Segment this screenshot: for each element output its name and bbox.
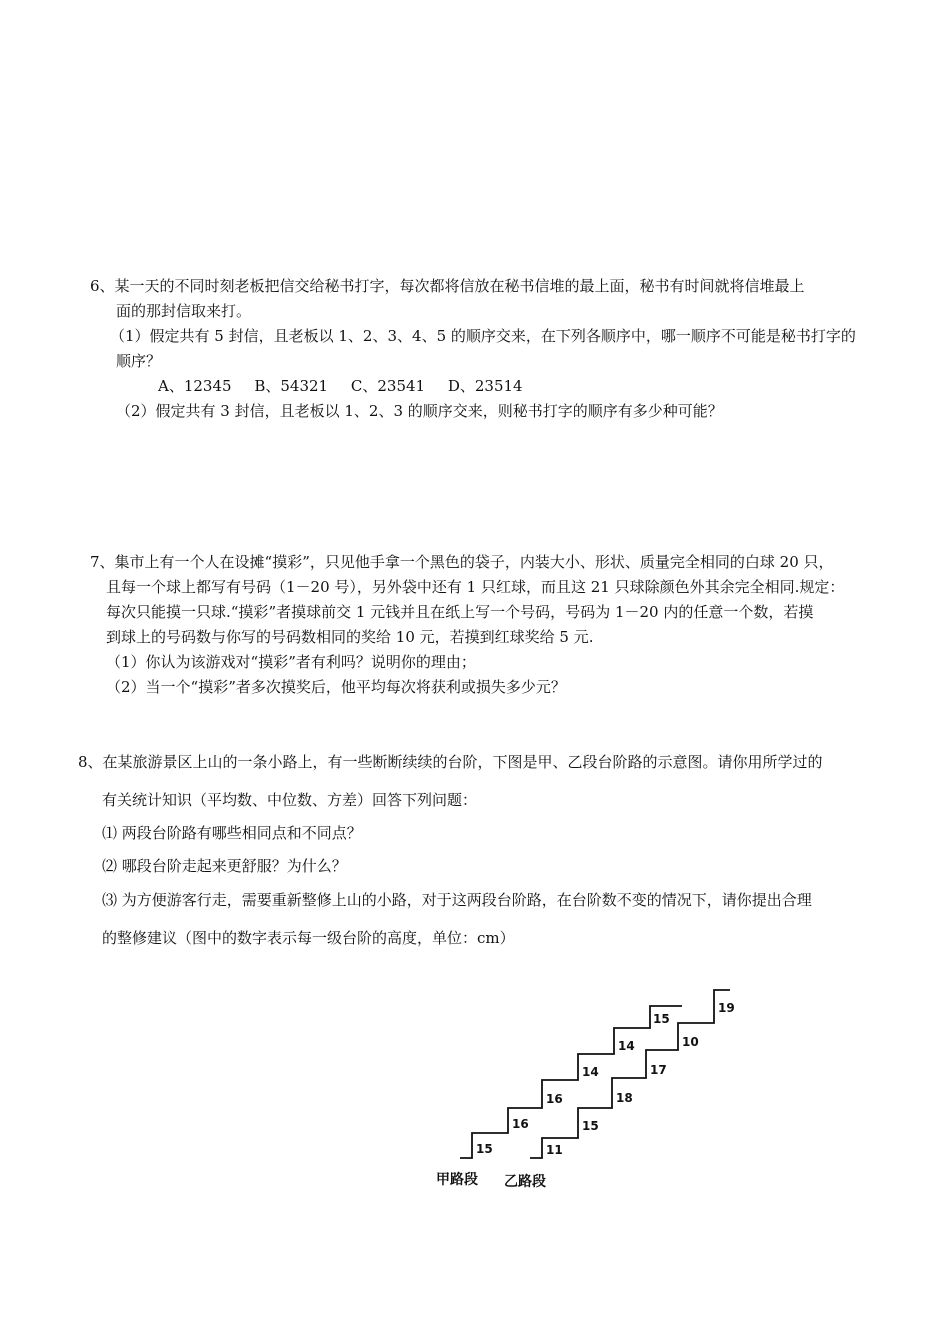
yi-step-6: 19 (718, 1001, 735, 1015)
jia-stairs-outline (460, 1006, 682, 1158)
yi-path-label: 乙路段 (504, 1174, 546, 1190)
option-b: B、54321 (254, 377, 329, 395)
q6-options (158, 376, 541, 396)
q6-line1: 6、某一天的不同时刻老板把信交给秘书打字，每次都将信放在秘书信堆的最上面，秘书有时间就将信堆最上 (90, 277, 805, 295)
q7-line2: 且每一个球上都写有号码（1－20 号），另外袋中还有 1 只红球，而且这 21 只球除颜色外其余完全相同.规定： (106, 578, 845, 596)
q8-part1: ⑴ 两段台阶路有哪些相同点和不同点？ (102, 824, 362, 842)
option-c: C、23541 (350, 377, 426, 395)
q6-part1-line2: 顺序？ (116, 352, 162, 370)
q6-part2: （2）假定共有 3 封信，且老板以 1、2、3 的顺序交来，则秘书打字的顺序有多少种可能？ (116, 402, 723, 420)
option-d: D、23514 (447, 377, 523, 395)
jia-step-4: 14 (582, 1065, 599, 1079)
q8-line2: 有关统计知识（平均数、中位数、方差）回答下列问题： (102, 791, 478, 809)
q7-line1: 7、集市上有一个人在设摊“摸彩”，只见他手拿一个黑色的袋子，内装大小、形状、质量完全相同的白球 20 只， (90, 553, 834, 571)
yi-step-2: 15 (582, 1119, 599, 1133)
option-a: A、12345 (158, 377, 232, 395)
yi-step-1: 11 (546, 1143, 563, 1157)
q8-line1: 8、在某旅游景区上山的一条小路上，有一些断断续续的台阶，下图是甲、乙段台阶路的示意图。请你用所学过的 (78, 753, 823, 771)
q6-part1-line1: （1）假定共有 5 封信，且老板以 1、2、3、4、5 的顺序交来，在下列各顺序中，哪一顺序不可能是秘书打字的 (110, 327, 856, 345)
yi-stairs-outline (530, 990, 730, 1158)
jia-step-6: 15 (653, 1012, 670, 1026)
jia-step-5: 14 (618, 1039, 635, 1053)
jia-step-1: 15 (476, 1142, 493, 1156)
yi-step-3: 18 (616, 1091, 633, 1105)
q7-part1: （1）你认为该游戏对“摸彩”者有利吗？说明你的理由； (106, 653, 476, 671)
staircase-figure (430, 978, 760, 1198)
q8-part2: ⑵ 哪段台阶走起来更舒服？为什么？ (102, 857, 347, 875)
q8-part3-line2: 的整修建议（图中的数字表示每一级台阶的高度，单位：cm） (102, 929, 515, 947)
yi-step-5: 10 (682, 1035, 699, 1049)
yi-step-4: 17 (650, 1063, 667, 1077)
q7-line3: 每次只能摸一只球.“摸彩”者摸球前交 1 元钱并且在纸上写一个号码，号码为 1－20 内的任意一个数，若摸 (106, 603, 814, 621)
jia-path-label: 甲路段 (436, 1172, 478, 1188)
q7-part2: （2）当一个“摸彩”者多次摸奖后，他平均每次将获利或损失多少元？ (106, 678, 566, 696)
jia-step-2: 16 (512, 1117, 529, 1131)
q8-part3-line1: ⑶ 为方便游客行走，需要重新整修上山的小路，对于这两段台阶路，在台阶数不变的情况下，请你提出合理 (102, 891, 812, 909)
q7-line4: 到球上的号码数与你写的号码数相同的奖给 10 元，若摸到红球奖给 5 元. (106, 628, 594, 646)
q6-line2: 面的那封信取来打。 (116, 302, 252, 320)
jia-step-3: 16 (546, 1092, 563, 1106)
